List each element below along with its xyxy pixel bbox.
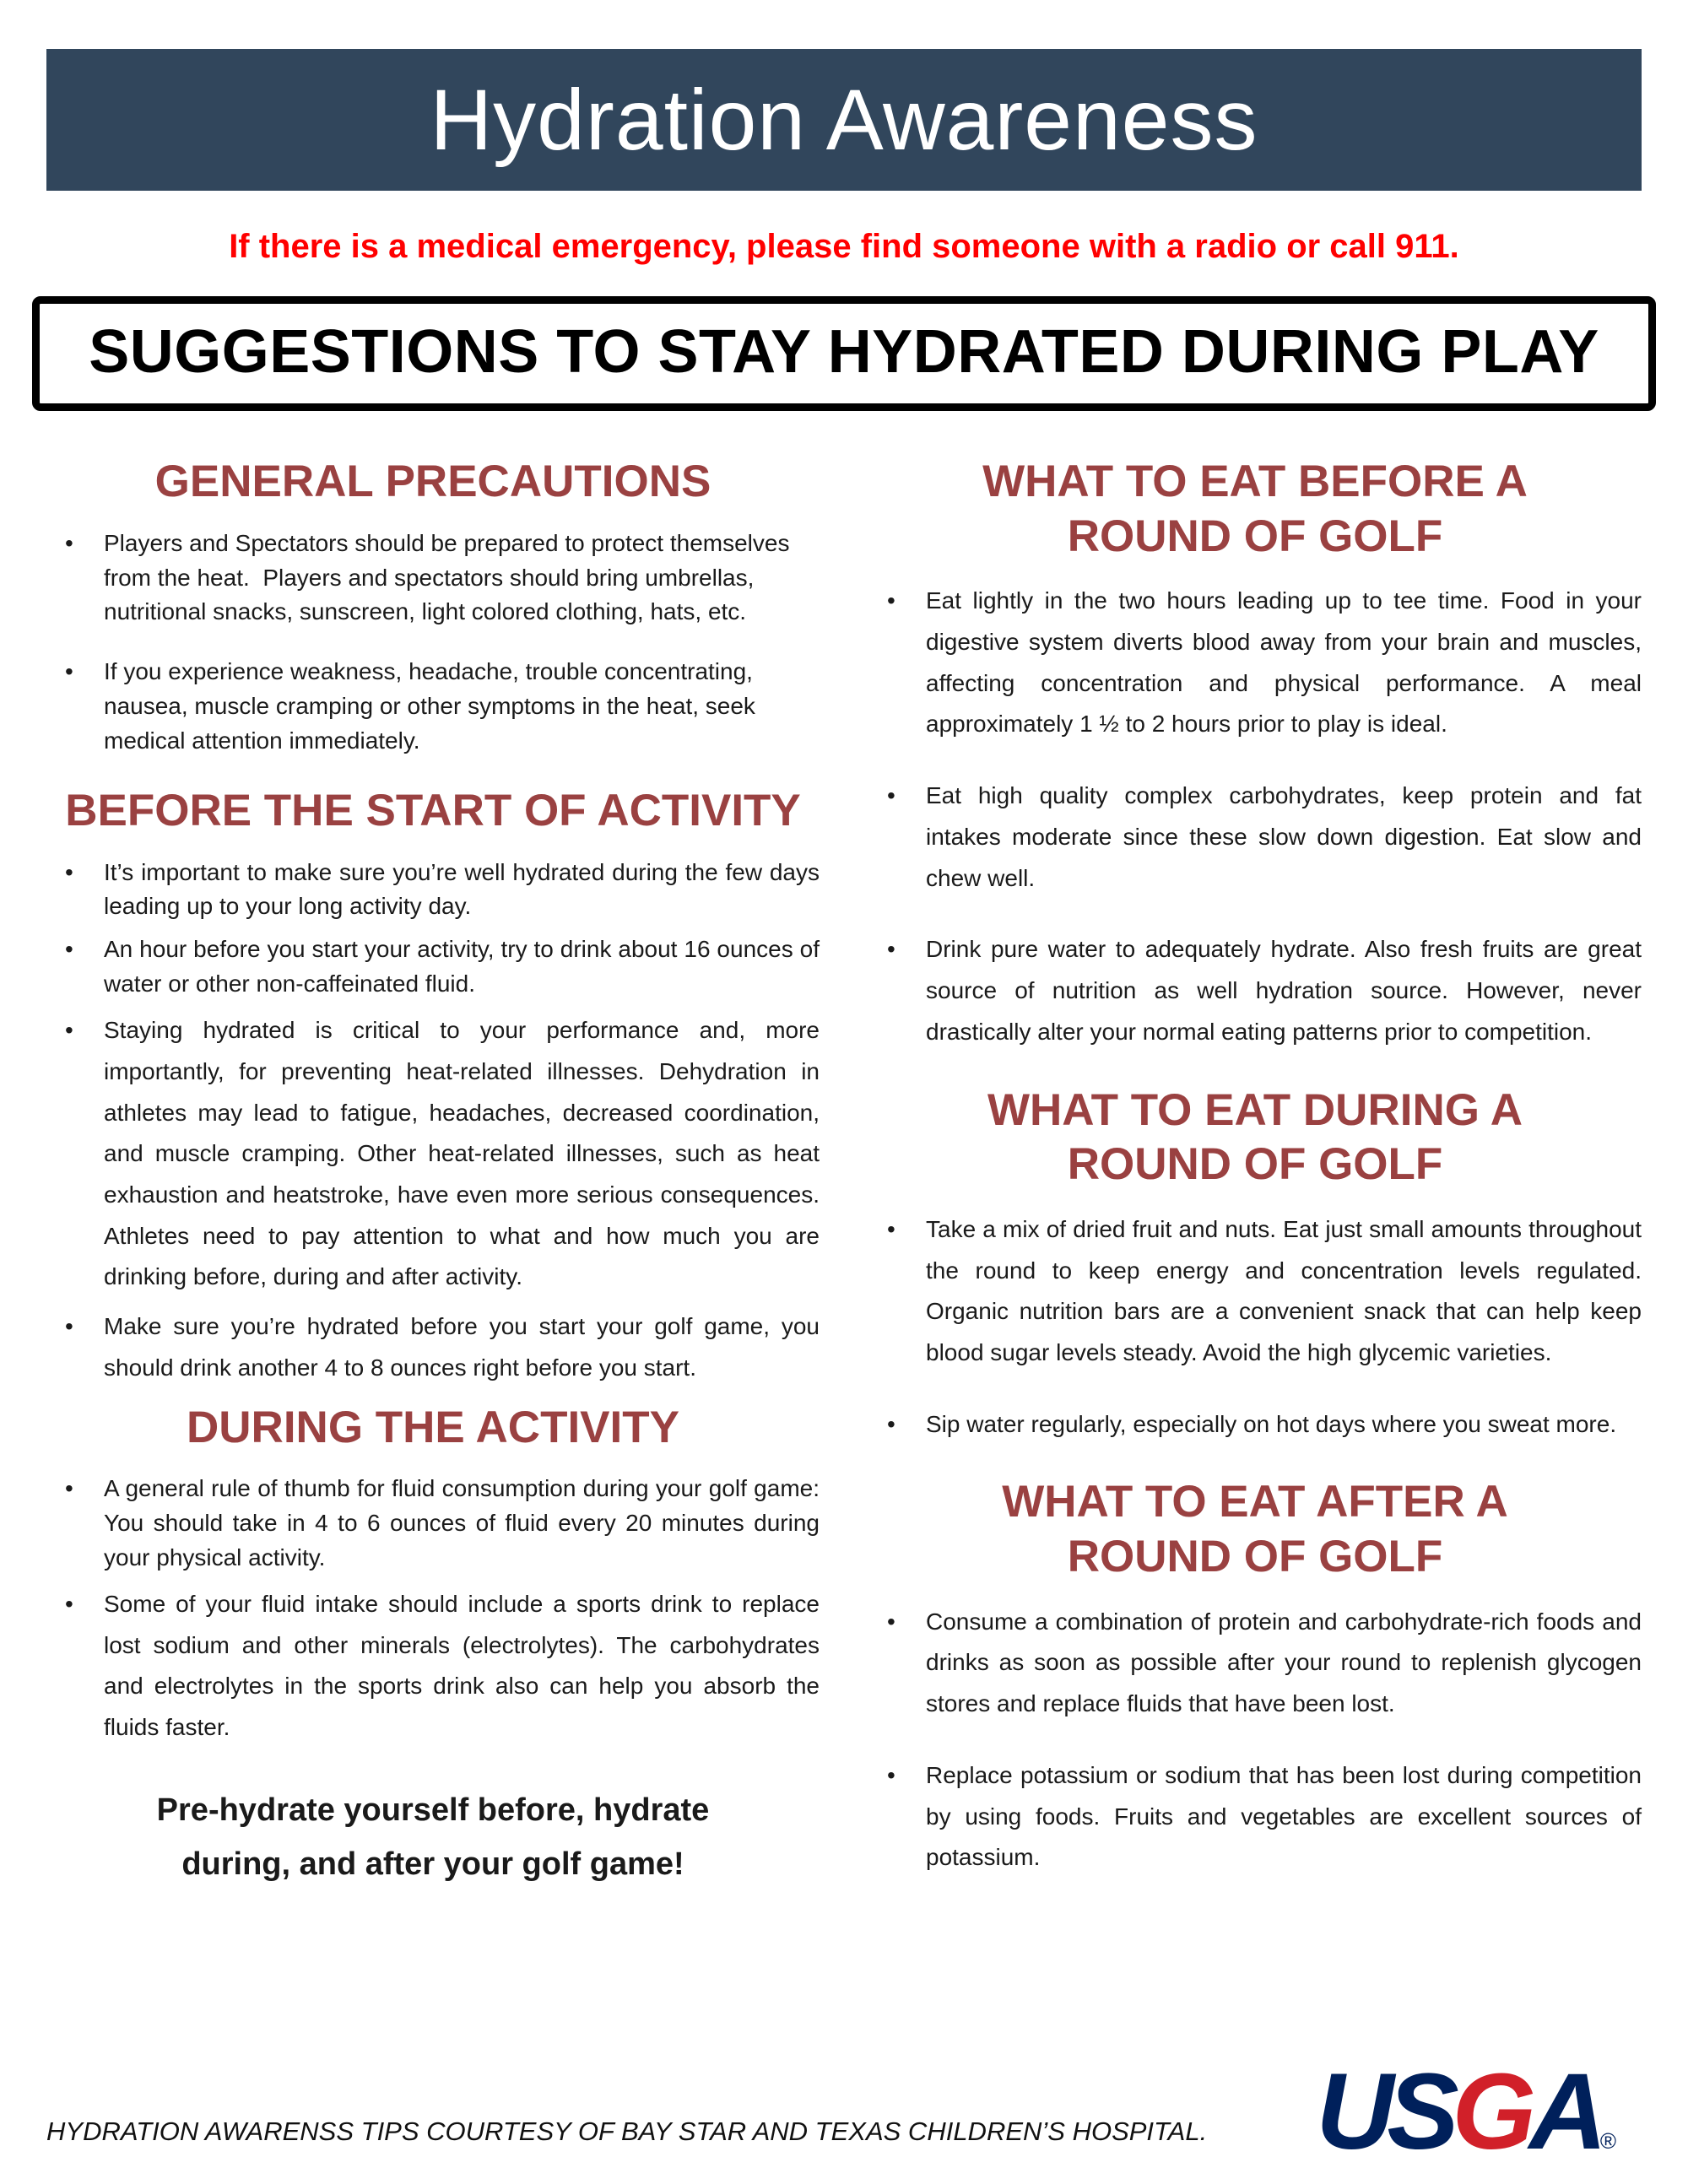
- bullet-item: • An hour before you start your activity, try to drink about 16 ounces of water or other non-caffeinated fluid.: [46, 933, 820, 1002]
- bullet-item: • Replace potassium or sodium that has been lost during competition by using foods. Fruits and vegetables are excellent sources of potassium.: [868, 1755, 1642, 1879]
- general-precautions-list: [46, 527, 820, 759]
- prehydrate-callout: Pre-hydrate yourself before, hydrate during, and after your golf game!: [156, 1792, 710, 1882]
- eat-during-golf-list: [868, 1209, 1642, 1446]
- usga-logo-g: G: [1452, 2052, 1529, 2173]
- page-title: Hydration Awareness: [430, 71, 1258, 168]
- footer-credit-text: HYDRATION AWARENSS TIPS COURTESY OF BAY STAR AND TEXAS CHILDREN’S HOSPITAL.: [46, 2116, 1208, 2146]
- usga-logo: [1316, 2052, 1642, 2173]
- footer: [46, 2050, 1642, 2173]
- section-eat-during-golf: [868, 1084, 1642, 1446]
- section-heading-before-activity: BEFORE THE START OF ACTIVITY: [65, 785, 801, 835]
- section-heading-eat-after-golf: WHAT TO EAT AFTER A ROUND OF GOLF: [1002, 1477, 1508, 1582]
- bullet-item: • Staying hydrated is critical to your performance and, more importantly, for preventing heat-related illnesses. Dehydration in athletes may lead to fatigue, headaches, decreased coordination, and muscle cramping. Other heat-related illnesses, such as heat exhaustion and heatstroke, have even more serious consequences. Athletes need to pay attention to what and how much you are drinking before, during and after activity.: [46, 1010, 820, 1298]
- eat-before-golf-list: [868, 581, 1642, 1052]
- section-heading-general-precautions: GENERAL PRECAUTIONS: [154, 457, 711, 506]
- title-banner: [46, 49, 1642, 191]
- section-during-activity: [46, 1401, 820, 1749]
- bullet-item: • Players and Spectators should be prepared to protect themselves from the heat. Players and spectators should bring umbrellas, nutritional snacks, sunscreen, light colored clothing, hats, etc.: [46, 527, 820, 630]
- section-general-precautions: [46, 455, 820, 759]
- usga-logo-us: US: [1316, 2052, 1453, 2173]
- section-eat-after-golf: [868, 1475, 1642, 1879]
- during-activity-list: [46, 1472, 820, 1749]
- section-heading-eat-during-golf: WHAT TO EAT DURING A ROUND OF GOLF: [987, 1084, 1523, 1190]
- right-column: [868, 443, 1642, 1909]
- bullet-item: • Consume a combination of protein and carbohydrate-rich foods and drinks as soon as possible after your round to replenish glycogen stores and replace fluids that have been lost.: [868, 1602, 1642, 1725]
- registered-trademark-symbol: ®: [1599, 2128, 1616, 2154]
- emergency-notice: If there is a medical emergency, please find someone with a radio or call 911.: [229, 228, 1459, 265]
- left-column: [46, 443, 820, 1891]
- bullet-item: • It’s important to make sure you’re well hydrated during the few days leading up to your long activity day.: [46, 856, 820, 925]
- bullet-item: • Sip water regularly, especially on hot days where you sweat more.: [868, 1404, 1642, 1446]
- bullet-item: • Make sure you’re hydrated before you start your golf game, you should drink another 4 to 8 ounces right before you start.: [46, 1306, 820, 1388]
- bullet-item: • Drink pure water to adequately hydrate. Also fresh fruits are great source of nutrition as well hydration source. However, never drastically alter your normal eating patterns prior to competition.: [868, 929, 1642, 1052]
- bullet-item: • Eat high quality complex carbohydrates, keep protein and fat intakes moderate since these slow down digestion. Eat slow and chew well.: [868, 776, 1642, 899]
- content-columns: [46, 443, 1642, 1909]
- section-heading-during-activity: DURING THE ACTIVITY: [187, 1402, 679, 1452]
- suggestions-banner: [32, 296, 1656, 411]
- section-before-activity: [46, 784, 820, 1389]
- bullet-item: • A general rule of thumb for fluid consumption during your golf game: You should take in 4 to 6 ounces of fluid every 20 minutes during your physical activity.: [46, 1472, 820, 1576]
- suggestions-banner-title: SUGGESTIONS TO STAY HYDRATED DURING PLAY: [89, 318, 1599, 386]
- bullet-item: • Take a mix of dried fruit and nuts. Eat just small amounts throughout the round to keep energy and concentration levels regulated. Organic nutrition bars are a convenient snack that can help keep blood sugar levels steady. Avoid the high glycemic varieties.: [868, 1209, 1642, 1374]
- bullet-item: • Some of your fluid intake should include a sports drink to replace lost sodium and other minerals (electrolytes). The carbohydrates and electrolytes in the sports drink also can help you absorb the fluids faster.: [46, 1584, 820, 1749]
- section-eat-before-golf: [868, 455, 1642, 1053]
- usga-logo-a: A: [1528, 2052, 1600, 2173]
- before-activity-list: [46, 856, 820, 1389]
- bullet-item: • Eat lightly in the two hours leading up to tee time. Food in your digestive system diverts blood away from your brain and muscles, affecting concentration and physical performance. A meal approximately 1 ½ to 2 hours prior to play is ideal.: [868, 581, 1642, 745]
- section-heading-eat-before-golf: WHAT TO EAT BEFORE A ROUND OF GOLF: [982, 457, 1528, 561]
- bullet-item: • If you experience weakness, headache, trouble concentrating, nausea, muscle cramping or other symptoms in the heat, seek medical attention immediately.: [46, 655, 820, 759]
- eat-after-golf-list: [868, 1602, 1642, 1879]
